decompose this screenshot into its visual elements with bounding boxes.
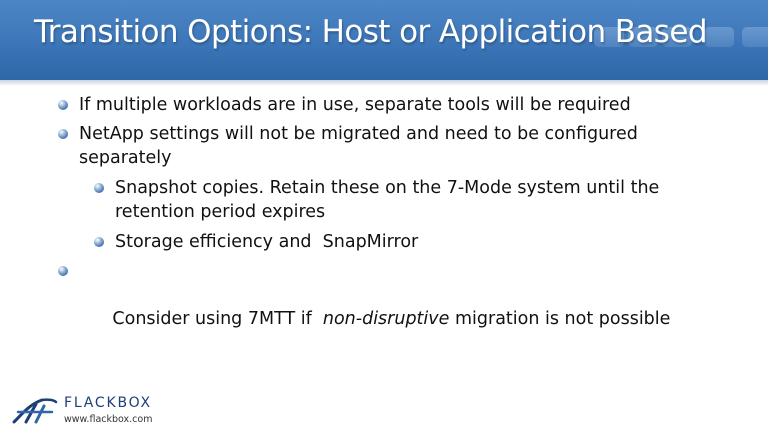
bullet-text: Consider using 7MTT if [112, 309, 323, 329]
bullet-icon [94, 237, 104, 247]
flackbox-logo [12, 392, 172, 428]
slide-title: Transition Options: Host or Application Based [34, 14, 707, 50]
bullet-text-line: retention period expires [115, 202, 326, 222]
sub-bullet-item [115, 230, 418, 254]
bullet-text-emphasis: non-disruptive [322, 309, 450, 329]
title-decoration-block [742, 27, 768, 47]
flackbox-logo-icon [12, 396, 58, 424]
sub-bullet-item [115, 176, 659, 224]
bullet-icon [58, 100, 68, 110]
bullet-text-line: Snapshot copies. Retain these on the 7-Mode system until the [115, 178, 660, 198]
bullet-text: Storage efficiency and SnapMirror [115, 232, 419, 252]
bullet-text: migration is not possible [449, 309, 671, 329]
title-bar [0, 0, 768, 80]
logo-name: FLACKBOX [64, 395, 152, 411]
bullet-item [79, 93, 631, 117]
title-shadow [0, 80, 768, 86]
logo-url: www.flackbox.com [64, 414, 153, 425]
bullet-item [79, 122, 638, 170]
bullet-icon [94, 183, 104, 193]
bullet-text-line: separately [79, 148, 172, 168]
bullet-icon [58, 129, 68, 139]
bullet-icon [58, 266, 68, 276]
bullet-text-line: NetApp settings will not be migrated and need to be configured [79, 124, 638, 144]
bullet-item [79, 259, 670, 355]
bullet-text: If multiple workloads are in use, separate tools will be required [79, 95, 631, 115]
title-decoration-block [704, 27, 734, 47]
